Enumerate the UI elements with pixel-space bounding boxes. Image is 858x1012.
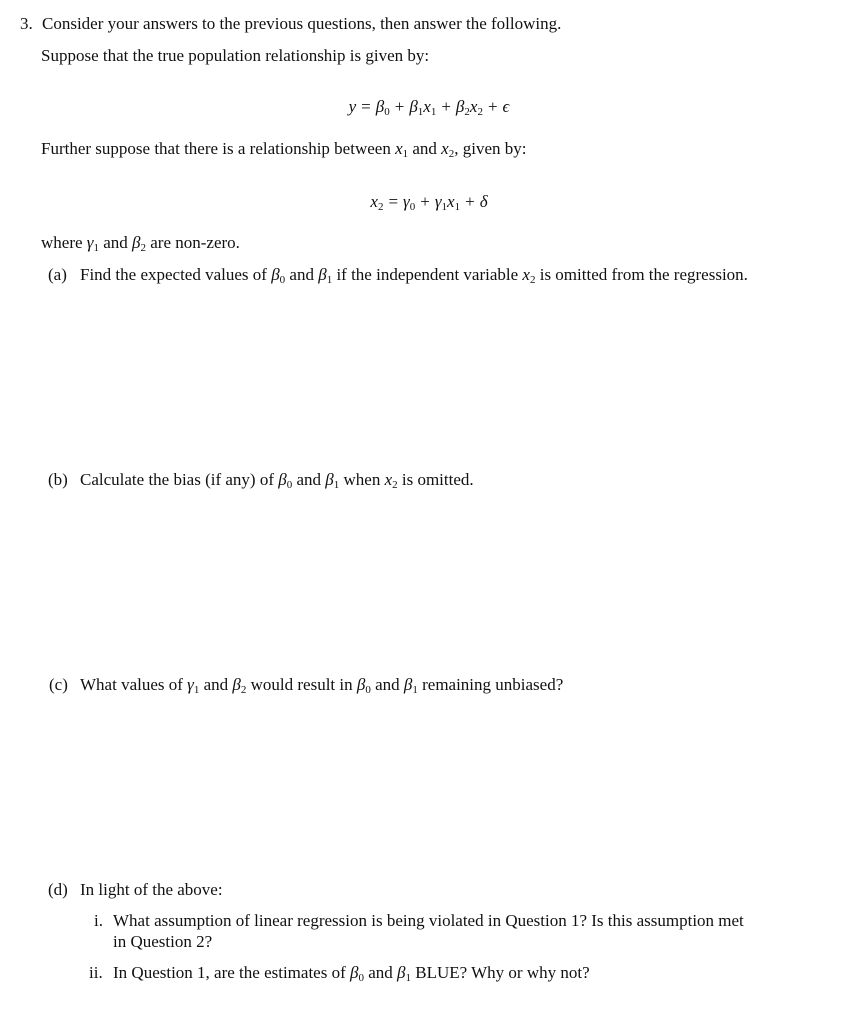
population-equation: $y = \beta_0 + \beta_1x_1 + \beta_2x_2 + \epsilon$ <box>348 97 510 118</box>
question-number: 3. <box>20 14 33 33</box>
part-c-text: What values of $\gamma_1$ and $\beta_2$ would result in $\beta_0$ and $\beta_1$ remaining unbiased? <box>80 675 564 696</box>
part-c-t5: remaining unbiased? <box>422 675 564 694</box>
further-text-and: and <box>412 139 437 158</box>
part-d-ii-t3: BLUE? Why or why not? <box>415 963 590 982</box>
part-a-t4: is omitted from the regression. <box>539 265 748 284</box>
part-d-ii-t1: In Question 1, are the estimates of <box>113 963 346 982</box>
part-d-i-label: i. <box>94 911 103 930</box>
part-c-t2: and <box>203 675 229 694</box>
further-line: Further suppose that there is a relationship between $x_1$ and $x_2$, given by: <box>41 139 527 160</box>
where-prefix: where <box>41 233 83 252</box>
part-a-text: Find the expected values of $\beta_0$ and $\beta_1$ if the independent variable $x_2$ is omitted from the regression. <box>80 265 748 286</box>
part-d-i-line1: What assumption of linear regression is being violated in Question 1? Is this assumption met <box>113 911 744 930</box>
part-a-t2: and <box>289 265 314 284</box>
part-b-t4: is omitted. <box>401 470 474 489</box>
part-a-t3: if the independent variable <box>336 265 519 284</box>
part-d-text: In light of the above: <box>80 880 223 899</box>
suppose-line: Suppose that the true population relationship is given by: <box>41 46 430 65</box>
part-b-t2: and <box>296 470 322 489</box>
part-c-t1: What values of <box>80 675 183 694</box>
part-c-label: (c) <box>49 675 68 694</box>
part-a-label: (a) <box>48 265 67 284</box>
part-c-t3: would result in <box>250 675 353 694</box>
part-d-ii-label: ii. <box>89 963 103 982</box>
question-intro: Consider your answers to the previous questions, then answer the following. <box>42 14 562 33</box>
part-b-label: (b) <box>48 470 68 489</box>
part-b-t1: Calculate the bias (if any) of <box>80 470 275 489</box>
relationship-equation: $x_2 = \gamma_0 + \gamma_1x_1 + \delta$ <box>370 192 488 213</box>
part-d-ii-t2: and <box>368 963 393 982</box>
part-b-t3: when <box>343 470 381 489</box>
part-c-t4: and <box>375 675 400 694</box>
part-b-text: Calculate the bias (if any) of $\beta_0$ and $\beta_1$ when $x_2$ is omitted. <box>80 470 474 491</box>
part-a-t1: Find the expected values of <box>80 265 267 284</box>
where-line: where $\gamma_1$ and $\beta_2$ are non-zero. <box>41 233 240 254</box>
part-d-ii-text: In Question 1, are the estimates of $\beta_0$ and $\beta_1$ BLUE? Why or why not? <box>113 963 590 984</box>
part-d-label: (d) <box>48 880 68 899</box>
further-text-a: Further suppose that there is a relationship between <box>41 139 391 158</box>
part-d-i-line2: in Question 2? <box>113 932 213 951</box>
further-text-b: , given by: <box>454 139 527 158</box>
where-suffix: are non-zero. <box>150 233 240 252</box>
where-and: and <box>103 233 128 252</box>
